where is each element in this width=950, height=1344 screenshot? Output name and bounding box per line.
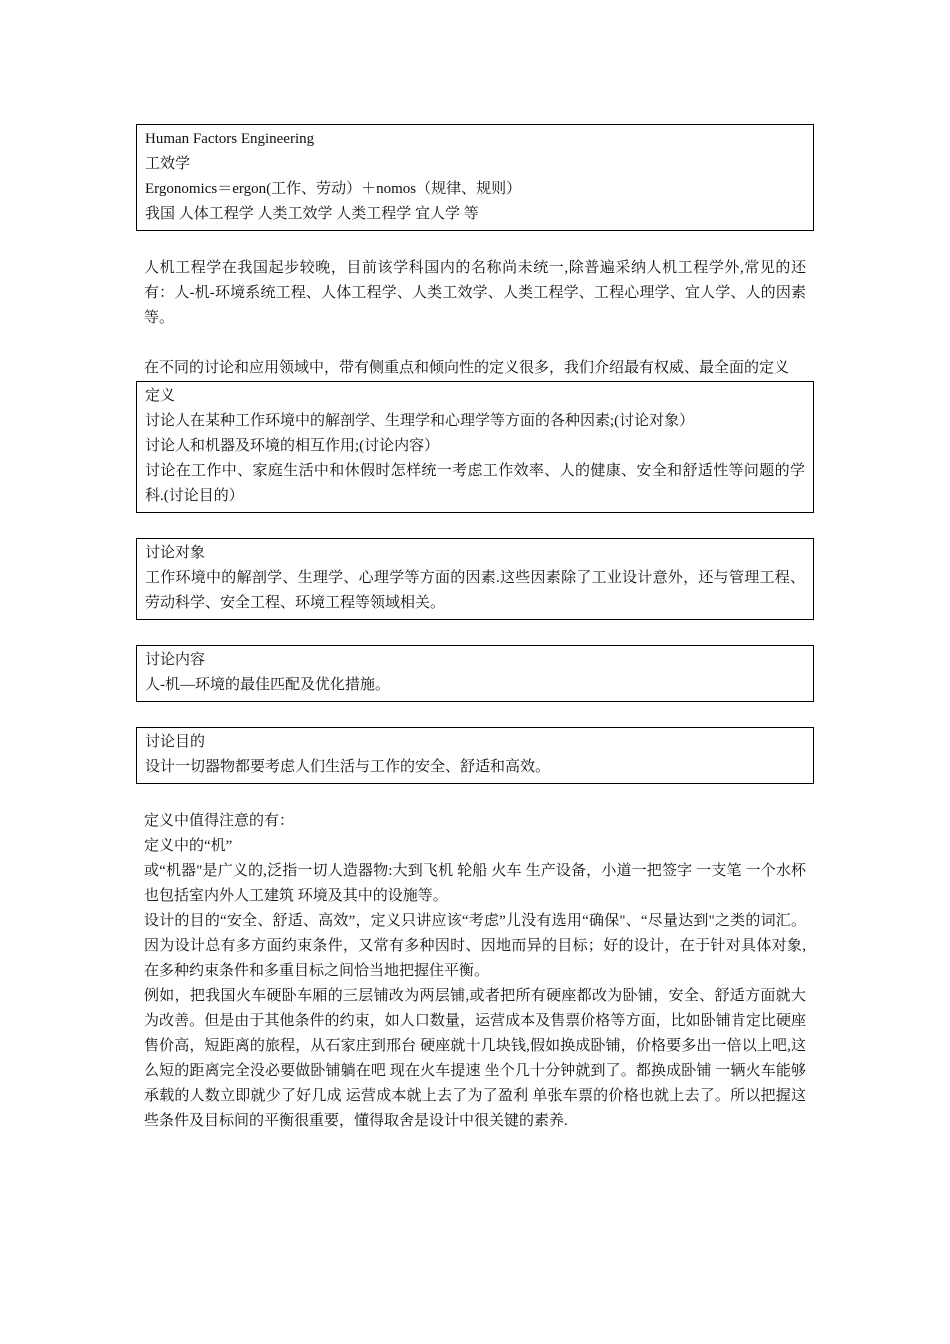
- notes-example-text: 例如，把我国火车硬卧车厢的三层铺改为两层铺,或者把所有硬座都改为卧铺，安全、舒适方面就大为改善。但是由于其他条件的约束，如人口数量，运营成本及售票价格等方面，比如卧铺肯定比硬座售价高，短距离的旅程，从石家庄到邢台 硬座就十几块钱,假如换成卧铺，价格要多出一倍以上吧,这么短的距离完全没必要做卧铺躺在吧 现在火车提速 坐个几十分钟就到了。都换成卧铺 一辆火车能够承载的人数立即就少了好几成 运营成本就上去了为了盈利 单张车票的价格也就上去了。所以把握这些条件及目标间的平衡很重要，懂得取舍是设计中很关键的素养.: [144, 988, 806, 1129]
- object-heading: 讨论对象: [145, 545, 206, 561]
- object-box: [136, 538, 814, 620]
- purpose-text: 设计一切器物都要考虑人们生活与工作的安全、舒适和高效。: [145, 759, 551, 775]
- object-text: 工作环境中的解剖学、生理学、心理学等方面的因素.这些因素除了工业设计意外，还与管理工程、劳动科学、安全工程、环境工程等领域相关。: [145, 570, 805, 611]
- definition-line-purpose: 讨论在工作中、家庭生活中和休假时怎样统一考虑工作效率、人的健康、安全和舒适性等问题的学科.(讨论目的）: [145, 463, 805, 504]
- content-heading: 讨论内容: [145, 652, 206, 668]
- definition-lead: 在不同的讨论和应用领域中，带有侧重点和倾向性的定义很多，我们介绍最有权威、最全面的定义: [144, 360, 790, 376]
- notes-section: [136, 809, 814, 1134]
- title-line-aliases: 我国 人体工程学 人类工效学 人类工程学 宜人学 等: [145, 206, 479, 222]
- definition-line-content: 讨论人和机器及环境的相互作用;(讨论内容）: [145, 438, 440, 454]
- definition-line-object: 讨论人在某种工作环境中的解剖学、生理学和心理学等方面的各种因素;(讨论对象）: [145, 413, 695, 429]
- title-line-chinese: 工效学: [145, 156, 191, 172]
- document-page: [136, 124, 814, 1134]
- content-text: 人-机—环境的最佳匹配及优化措施。: [145, 677, 390, 693]
- title-line-english: Human Factors Engineering: [145, 131, 315, 147]
- title-line-etymology: Ergonomics＝ergon(工作、劳动）＋nomos（规律、规则）: [145, 181, 522, 197]
- intro-paragraph: 人机工程学在我国起步较晚，目前该学科国内的名称尚未统一,除普遍采纳人机工程学外,常见的还有：人-机-环境系统工程、人体工程学、人类工效学、人类工程学、工程心理学、宜人学、人的因素等。: [144, 260, 806, 326]
- definition-heading: 定义: [145, 388, 176, 404]
- notes-design-text: 设计的目的“安全、舒适、高效”，定义只讲应该“考虑”儿没有选用“确保"、“尽量达到"之类的词汇。因为设计总有多方面约束条件，又常有多种因时、因地而异的目标；好的设计，在于针对具体对象,在多种约束条件和多重目标之间恰当地把握住平衡。: [144, 913, 806, 979]
- notes-machine-text: 或“机器"是广义的,泛指一切人造器物:大到飞机 轮船 火车 生产设备，小道一把签字 一支笔 一个水杯 也包括室内外人工建筑 环境及其中的设施等。: [144, 863, 806, 904]
- content-box: [136, 645, 814, 702]
- purpose-box: [136, 727, 814, 784]
- purpose-heading: 讨论目的: [145, 734, 206, 750]
- notes-machine-heading: 定义中的“机”: [144, 838, 233, 854]
- notes-lead: 定义中值得注意的有：: [144, 813, 295, 829]
- title-box: [136, 124, 814, 231]
- definition-box: [136, 381, 814, 513]
